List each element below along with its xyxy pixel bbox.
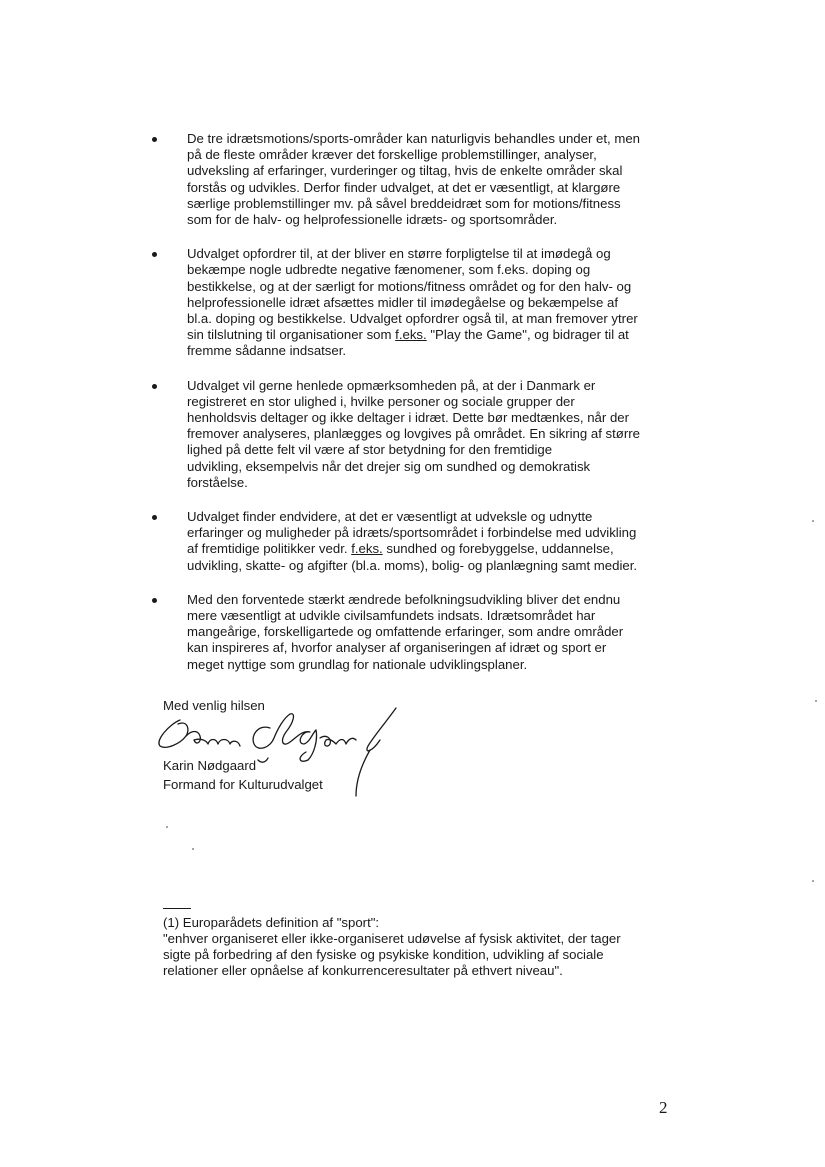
- bullet-text-after: sundhed og forebyggelse, uddannelse, udvikling, skatte- og afgifter (bl.a. moms), bolig- og planlægning samt medier.: [187, 541, 638, 573]
- footnote-body: "enhver organiseret eller ikke-organiseret udøvelse af fysisk aktivitet, der tager sigte på forbedring af den fysiske og psykiske kondition, udvikling af sociale relationer eller opnåelse af konkurrenceresultater på ethvert niveau".: [163, 931, 621, 978]
- bullet-item: [148, 131, 688, 228]
- bullet-text-before: Udvalget finder endvidere, at det er væsentligt at udveksle og udnytte erfaringer og muligheder på idræts/sportsområdet i forbindelse med udvikling af fremtidige politikker vedr.: [187, 509, 637, 557]
- scan-speck: [815, 700, 817, 702]
- bullet-text-before: Udvalget opfordrer til, at der bliver en større forpligtelse til at imødegå og bekæmpe nogle udbredte negative fænomener, som f.eks. doping og bestikkelse, og at der særligt for motions/fitness området og for den halv- og helprofessionelle idræt afsættes midler til imødegåelse og bekæmpelse af bl.a. doping og bestikkelse. Udvalget opfordrer også til, at man fremover ytrer sin tilslutning til organisationer som: [187, 246, 638, 343]
- bullet-item: [148, 378, 688, 491]
- scan-speck: [812, 520, 814, 522]
- underlined-abbreviation: f.eks.: [351, 541, 383, 557]
- signer-title: Formand for Kulturudvalget: [163, 777, 323, 792]
- bullet-text: Med den forventede stærkt ændrede befolkningsudvikling bliver det endnu mere væsentligt at udvikle civilsamfundets indsats. Idrætsområdet har mangeårige, forskelligartede og omfattende erfaringer, som andre områder kan inspireres af, hvorfor analyser af organiseringen af idræt og sport er meget nyttige som grundlag for nationale udviklingsplaner.: [187, 591, 624, 672]
- page-number: 2: [659, 1098, 668, 1117]
- bullet-dot-icon: [152, 137, 157, 142]
- bullet-text: Udvalget vil gerne henlede opmærksomheden på, at der i Danmark er registreret en stor ulighed i, hvilke personer og sociale grupper der henholdsvis deltager og ikke deltager i idræt. Dette bør medtænkes, når der fremover analyseres, planlægges og lovgives på området. En sikring af større lighed på dette felt vil være af stor betydning for den fremtidige udvikling, eksempelvis når det drejer sig om sundhed og demokratisk forståelse.: [187, 377, 640, 490]
- bullet-dot-icon: [152, 252, 157, 257]
- bullet-item: [148, 592, 688, 673]
- bullet-list: [148, 131, 688, 691]
- footnote: [163, 915, 683, 979]
- bullet-text-after: "Play the Game", og bidrager til at fremme sådanne indsatser.: [187, 327, 629, 359]
- bullet-text: [187, 246, 688, 359]
- bullet-item: [148, 509, 688, 574]
- footnote-label: (1) Europarådets definition af "sport":: [163, 915, 380, 930]
- signer-name: Karin Nødgaard: [163, 758, 257, 773]
- bullet-dot-icon: [152, 515, 157, 520]
- bullet-dot-icon: [152, 384, 157, 389]
- scan-speck: [192, 848, 194, 850]
- bullet-text: De tre idrætsmotions/sports-områder kan naturligvis behandles under et, men på de fleste områder kræver det forskellige problemstillinger, analyser, udveksling af erfaringer, vurderinger og tiltag, hvis de enkelte områder skal forstås og udvikles. Derfor finder udvalget, at det er væsentligt, at klargøre særlige problemstillinger mv. på såvel breddeidræt som for motions/fitness som for de halv- og helprofessionelle idræts- og sportsområder.: [187, 131, 640, 228]
- underlined-abbreviation: f.eks.: [395, 327, 427, 343]
- closing-greeting: Med venlig hilsen: [163, 698, 265, 713]
- scan-speck: [166, 826, 168, 828]
- bullet-text: [187, 509, 688, 574]
- bullet-item: [148, 246, 688, 359]
- scan-speck: [812, 880, 814, 882]
- footnote-rule: [163, 908, 191, 909]
- bullet-dot-icon: [152, 598, 157, 603]
